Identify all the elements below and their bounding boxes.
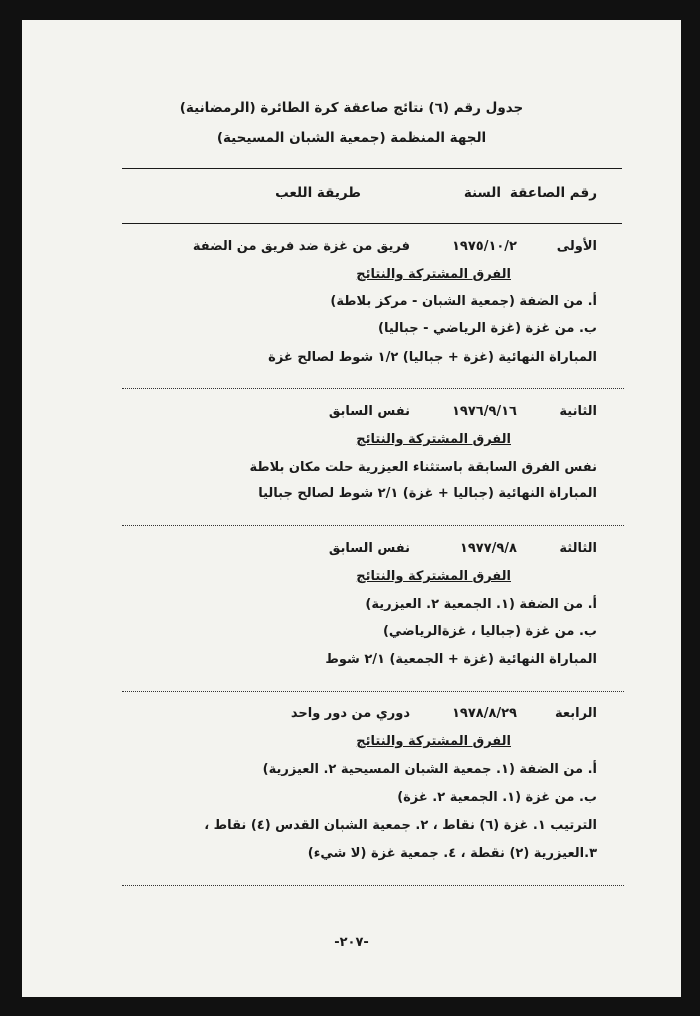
document-page [22,20,681,997]
column-header-method: طريقة اللعب [275,185,361,201]
entry-line: ب. من غزة (غزة الرياضي - جباليا) [378,321,597,336]
entry-line: ب. من غزة (جباليا ، غزةالرياضي) [382,624,597,639]
entry-line: الترتيب ١. غزة (٦) نقاط ، ٢. جمعية الشبان القدس (٤) نقاط ، [204,818,597,833]
entry-ordinal: الثانية [559,404,597,419]
entry-method: دوري من دور واحد [290,706,410,721]
table-title: جدول رقم (٦) نتائج صاعقة كرة الطائرة (الرمضانية) [179,100,524,116]
organizer-line: الجهة المنظمة (جمعية الشبان المسيحية) [216,130,487,146]
entry-line: المباراة النهائية (غزة + جباليا) ١/٢ شوط لصالح غزة [268,350,597,365]
section-header: الفرق المشتركة والنتائج [356,267,511,282]
section-header: الفرق المشتركة والنتائج [356,432,511,447]
entry-line: ٣.العيزرية (٢) نقطة ، ٤. جمعية غزة (لا شيء) [307,846,597,861]
entry-line: المباراة النهائية (غزة + الجمعية) ٢/١ شوط [325,652,597,667]
entry-line: المباراة النهائية (جباليا + غزة) ٢/١ شوط لصالح جباليا [258,486,597,501]
entry-divider [122,388,624,389]
entry-line: أ. من الضفة (١. الجمعية ٢. العيزرية) [365,597,597,612]
header-bottom-rule [122,223,622,224]
entry-line: نفس الفرق السابقة باستثناء العيزرية حلت مكان بلاطة [249,460,597,475]
entry-divider [122,525,624,526]
entry-method: نفس السابق [328,404,410,419]
entry-divider [122,885,624,886]
entry-date: ١٩٧٧/٩/٨ [459,541,517,556]
entry-date: ١٩٧٨/٨/٢٩ [451,706,517,721]
page-number: -٢٠٧- [334,935,369,950]
entry-date: ١٩٧٥/١٠/٢ [451,239,517,254]
section-header: الفرق المشتركة والنتائج [356,734,511,749]
entry-line: أ. من الضفة (جمعية الشبان - مركز بلاطة) [330,294,597,309]
entry-line: ب. من غزة (١. الجمعية ٢. غزة) [397,790,597,805]
column-header-year: السنة [463,185,501,201]
entry-ordinal: الرابعة [555,706,597,721]
entry-date: ١٩٧٦/٩/١٦ [451,404,517,419]
entry-method: فريق من غزة ضد فريق من الضفة [192,239,410,254]
entry-ordinal: الأولى [556,239,597,254]
entry-divider [122,691,624,692]
header-top-rule [122,168,622,169]
entry-line: أ. من الضفة (١. جمعية الشبان المسيحية ٢. العيزرية) [262,762,597,777]
column-header-tournament-no: رقم الصاعقة [509,185,597,201]
entry-ordinal: الثالثة [559,541,597,556]
section-header: الفرق المشتركة والنتائج [356,569,511,584]
entry-method: نفس السابق [328,541,410,556]
